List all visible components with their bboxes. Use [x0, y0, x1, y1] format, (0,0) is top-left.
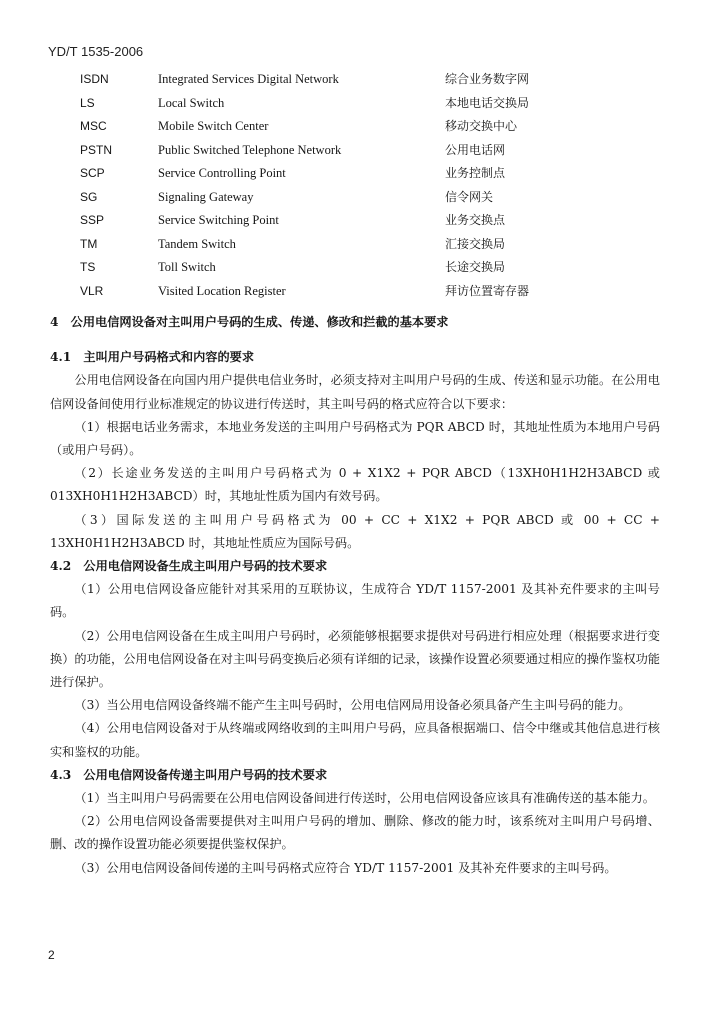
section-4-1-intro: 公用电信网设备在向国内用户提供电信业务时，必须支持对主叫用户号码的生成、传送和显示功能。在公用电信网设备间使用行业标准规定的协议进行传送时，其主叫号码的格式应符合以下要求： — [50, 373, 660, 411]
abbreviation-code: ISDN — [80, 72, 109, 86]
section-4-2-item-4: （4）公用电信网设备对于从终端或网络收到的主叫用户号码，应具备根据端口、信令中继或其他信息进行核实和鉴权的功能。 — [50, 721, 660, 759]
section-4-2-item-2: （2）公用电信网设备在生成主叫用户号码时，必须能够根据要求提供对号码进行相应处理（根据要求进行变换）的功能，公用电信网设备在对主叫号码变换后必须有详细的记录，该操作设置必须要通过相应的操作鉴权功能进行保护。 — [50, 628, 660, 690]
abbreviation-row — [80, 139, 529, 163]
abbreviation-english: Toll Switch — [158, 260, 216, 274]
abbreviation-row — [80, 280, 529, 304]
abbreviation-chinese: 汇接交换局 — [445, 236, 506, 251]
abbreviation-english: Service Controlling Point — [158, 166, 286, 180]
section-4-3-item-2: （2）公用电信网设备需要提供对主叫用户号码的增加、删除、修改的能力时，该系统对主叫用户号码增、删、改的操作设置功能必须要提供鉴权保护。 — [50, 814, 660, 852]
section-4-heading: 4 公用电信网设备对主叫用户号码的生成、传递、修改和拦截的基本要求 — [50, 315, 449, 329]
abbreviation-english: Signaling Gateway — [158, 189, 254, 204]
section-4-3-item-3: （3）公用电信网设备间传递的主叫号码格式应符合 YD/T 1157-2001 及其补充件要求的主叫号码。 — [74, 860, 617, 875]
document-body — [50, 311, 660, 880]
abbreviation-english: Local Switch — [158, 95, 225, 110]
abbreviation-row — [80, 68, 529, 92]
section-4-2-heading: 4.2 公用电信网设备生成主叫用户号码的技术要求 — [50, 559, 328, 574]
abbreviation-chinese: 移动交换中心 — [445, 119, 518, 133]
abbreviation-code: SCP — [80, 166, 105, 180]
abbreviation-table — [80, 68, 529, 303]
abbreviation-code: TS — [80, 260, 96, 274]
abbreviation-chinese: 拜访位置寄存器 — [445, 283, 530, 298]
abbreviation-english: Integrated Services Digital Network — [158, 72, 339, 86]
section-4-1-heading: 4.1 主叫用户号码格式和内容的要求 — [50, 350, 255, 365]
abbreviation-code: SG — [80, 189, 98, 204]
abbreviation-row — [80, 162, 529, 186]
abbreviation-code: SSP — [80, 213, 105, 227]
abbreviation-english: Mobile Switch Center — [158, 119, 269, 133]
abbreviation-english: Service Switching Point — [158, 213, 279, 227]
section-4-1-item-1: （1）根据电话业务需求，本地业务发送的主叫用户号码格式为 PQR ABCD 时，其地址性质为本地用户号码（或用户号码）。 — [50, 419, 660, 458]
abbreviation-row — [80, 115, 529, 139]
abbreviation-english: Visited Location Register — [158, 283, 286, 298]
page-number: 2 — [48, 948, 55, 962]
section-4-1-item-3: （3）国际发送的主叫用户号码格式为 00 + CC + X1X2 + PQR ABCD 或 00 + CC + 13XH0H1H2H3ABCD 时，其地址性质应为国际号码。 — [50, 512, 660, 550]
section-4-3-item-1: （1）当主叫用户号码需要在公用电信网设备间进行传送时，公用电信网设备应该具有准确传送的基本能力。 — [74, 791, 655, 806]
abbreviation-chinese: 本地电话交换局 — [445, 95, 530, 110]
abbreviation-row — [80, 186, 529, 210]
abbreviation-row — [80, 92, 529, 116]
document-header: YD/T 1535-2006 — [48, 44, 144, 59]
abbreviation-english: Tandem Switch — [158, 236, 236, 251]
abbreviation-code: TM — [80, 236, 98, 251]
abbreviation-chinese: 综合业务数字网 — [445, 72, 530, 86]
abbreviation-chinese: 公用电话网 — [445, 142, 506, 157]
abbreviation-english: Public Switched Telephone Network — [158, 142, 342, 157]
abbreviation-row — [80, 233, 529, 257]
abbreviation-row — [80, 209, 529, 233]
abbreviation-code: VLR — [80, 283, 104, 298]
abbreviation-chinese: 长途交换局 — [445, 260, 506, 274]
section-4-2-item-1: （1）公用电信网设备应能针对其采用的互联协议，生成符合 YD/T 1157-2001 及其补充件要求的主叫号码。 — [50, 582, 660, 620]
abbreviation-row — [80, 256, 529, 280]
abbreviation-code: PSTN — [80, 142, 113, 157]
abbreviation-chinese: 业务交换点 — [445, 213, 506, 227]
abbreviation-code: LS — [80, 95, 95, 110]
abbreviation-chinese: 信令网关 — [445, 189, 494, 204]
section-4-1-item-2: （2）长途业务发送的主叫用户号码格式为 0 + X1X2 + PQR ABCD（13XH0H1H2H3ABCD 或 013XH0H1H2H3ABCD）时，其地址性质为国内有效号码。 — [50, 466, 660, 504]
abbreviation-chinese: 业务控制点 — [445, 166, 506, 180]
abbreviation-code: MSC — [80, 119, 107, 133]
section-4-2-item-3: （3）当公用电信网设备终端不能产生主叫号码时，公用电信网局用设备必须具备产生主叫号码的能力。 — [74, 698, 631, 713]
section-4-3-heading: 4.3 公用电信网设备传递主叫用户号码的技术要求 — [50, 767, 328, 782]
